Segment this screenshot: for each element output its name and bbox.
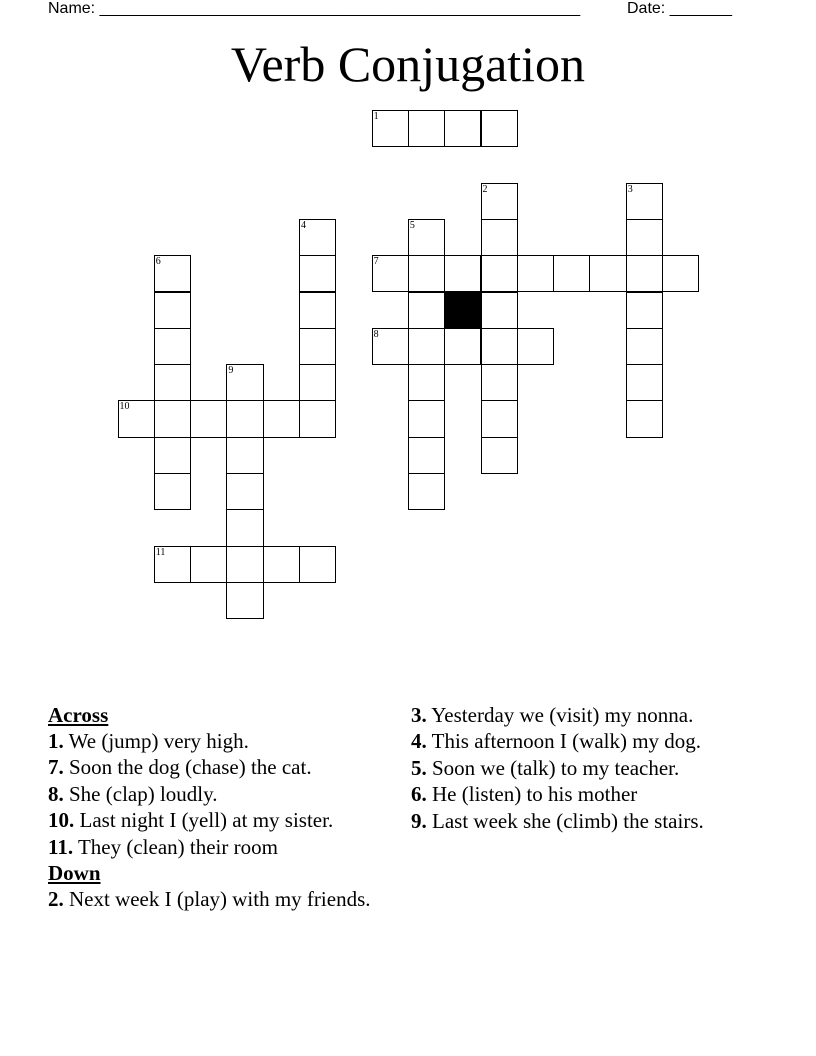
clue-number: 5. (411, 755, 427, 780)
crossword-cell[interactable] (154, 255, 191, 292)
clues-column-right (411, 703, 751, 835)
clue-text: Last week she (climb) the stairs. (432, 808, 704, 833)
crossword-cell[interactable] (408, 400, 445, 437)
crossword-black-cell (444, 292, 481, 329)
crossword-cell[interactable] (626, 219, 663, 256)
crossword-cell[interactable] (481, 400, 518, 437)
crossword-cell[interactable] (226, 437, 263, 474)
clue-number: 1. (48, 729, 64, 753)
clue-number-label: 10 (119, 401, 130, 413)
clue-number: 2. (48, 886, 64, 911)
clue-text: Soon we (talk) to my teacher. (432, 755, 680, 780)
clue-number-label: 11 (155, 546, 166, 558)
clue-number: 9. (411, 808, 427, 833)
clue-number: 7. (48, 755, 64, 780)
clue-number-label: 5 (409, 219, 415, 231)
crossword-cell[interactable] (372, 328, 409, 365)
crossword-cell[interactable] (299, 364, 336, 401)
crossword-cell[interactable] (481, 255, 518, 292)
clue-text: Last night I (yell) at my sister. (79, 808, 334, 833)
crossword-cell[interactable] (263, 400, 300, 437)
crossword-cell[interactable] (154, 546, 191, 583)
clue-number-label: 8 (373, 328, 379, 340)
crossword-cell[interactable] (589, 255, 626, 292)
crossword-cell[interactable] (408, 255, 445, 292)
crossword-cell[interactable] (481, 364, 518, 401)
clue-number-label: 9 (228, 365, 234, 377)
crossword-cell[interactable] (626, 255, 663, 292)
crossword-cell[interactable] (154, 364, 191, 401)
crossword-cell[interactable] (408, 110, 445, 147)
crossword-cell[interactable] (226, 364, 263, 401)
crossword-cell[interactable] (154, 473, 191, 510)
clue-text: He (listen) to his mother (432, 782, 638, 807)
crossword-cell[interactable] (481, 219, 518, 256)
clue-number: 11. (48, 834, 74, 859)
crossword-cell[interactable] (444, 110, 481, 147)
clue-across-11 (48, 835, 398, 859)
crossword-cell[interactable] (408, 328, 445, 365)
clue-number-label: 4 (301, 219, 306, 231)
crossword-cell[interactable] (444, 255, 481, 292)
crossword-cell[interactable] (517, 328, 554, 365)
across-heading: Across (48, 703, 109, 727)
clue-number-label: 2 (482, 183, 488, 195)
crossword-cell[interactable] (299, 219, 336, 256)
crossword-cell[interactable] (299, 546, 336, 583)
crossword-cell[interactable] (481, 292, 518, 329)
clue-text: She (clap) loudly. (69, 781, 218, 806)
clue-across-7 (48, 755, 398, 779)
crossword-cell[interactable] (118, 400, 155, 437)
clue-across-8 (48, 782, 398, 806)
name-field-label: Name: ______________________________________________________ (48, 0, 581, 17)
crossword-cell[interactable] (226, 400, 263, 437)
crossword-cell[interactable] (299, 328, 336, 365)
crossword-cell[interactable] (154, 400, 191, 437)
crossword-cell[interactable] (372, 255, 409, 292)
crossword-cell[interactable] (517, 255, 554, 292)
crossword-cell[interactable] (626, 183, 663, 220)
crossword-cell[interactable] (626, 292, 663, 329)
clue-across-1 (48, 729, 398, 753)
clue-number: 3. (411, 703, 427, 727)
crossword-cell[interactable] (626, 364, 663, 401)
crossword-cell[interactable] (226, 509, 263, 546)
crossword-cell[interactable] (481, 183, 518, 220)
crossword-cell[interactable] (408, 437, 445, 474)
clue-number-label: 6 (155, 256, 161, 268)
clue-text: Soon the dog (chase) the cat. (69, 755, 312, 780)
crossword-cell[interactable] (626, 328, 663, 365)
crossword-cell[interactable] (626, 400, 663, 437)
clue-number: 10. (48, 808, 75, 833)
crossword-cell[interactable] (299, 255, 336, 292)
crossword-cell[interactable] (553, 255, 590, 292)
clue-text: We (jump) very high. (68, 729, 249, 753)
clues-column-left (48, 703, 398, 913)
clue-number-label: 7 (373, 256, 379, 268)
clue-down-5 (411, 756, 751, 780)
crossword-cell[interactable] (226, 582, 263, 619)
crossword-cell[interactable] (408, 219, 445, 256)
clue-down-2 (48, 887, 398, 911)
crossword-cell[interactable] (408, 364, 445, 401)
clue-number: 8. (48, 781, 64, 806)
crossword-cell[interactable] (299, 400, 336, 437)
crossword-cell[interactable] (263, 546, 300, 583)
date-field-label: Date: _______ (627, 0, 732, 17)
clue-down-9 (411, 809, 751, 833)
clue-text: Yesterday we (visit) my nonna. (431, 703, 694, 727)
clue-number: 6. (411, 782, 427, 807)
clue-text: This afternoon I (walk) my dog. (431, 729, 702, 754)
clue-down-6 (411, 782, 751, 806)
page-title: Verb Conjugation (230, 36, 586, 92)
clue-text: Next week I (play) with my friends. (69, 886, 371, 911)
crossword-cell[interactable] (299, 292, 336, 329)
clue-down-3 (411, 703, 751, 727)
crossword-cell[interactable] (226, 546, 263, 583)
crossword-cell[interactable] (226, 473, 263, 510)
crossword-cell[interactable] (481, 437, 518, 474)
down-heading: Down (48, 860, 101, 885)
crossword-cell[interactable] (190, 400, 227, 437)
clue-across-10 (48, 808, 398, 832)
crossword-cell[interactable] (154, 328, 191, 365)
crossword-cell[interactable] (190, 546, 227, 583)
clue-number-label: 3 (627, 183, 633, 195)
crossword-cell[interactable] (481, 110, 518, 147)
crossword-cell[interactable] (372, 110, 409, 147)
clue-text: They (clean) their room (77, 834, 278, 859)
clue-down-4 (411, 729, 751, 753)
crossword-cell[interactable] (154, 437, 191, 474)
clue-number: 4. (411, 729, 427, 754)
clue-number-label: 1 (373, 111, 379, 122)
crossword-cell[interactable] (662, 255, 699, 292)
crossword-cell[interactable] (408, 292, 445, 329)
crossword-cell[interactable] (444, 328, 481, 365)
crossword-cell[interactable] (408, 473, 445, 510)
crossword-cell[interactable] (481, 328, 518, 365)
crossword-cell[interactable] (154, 292, 191, 329)
